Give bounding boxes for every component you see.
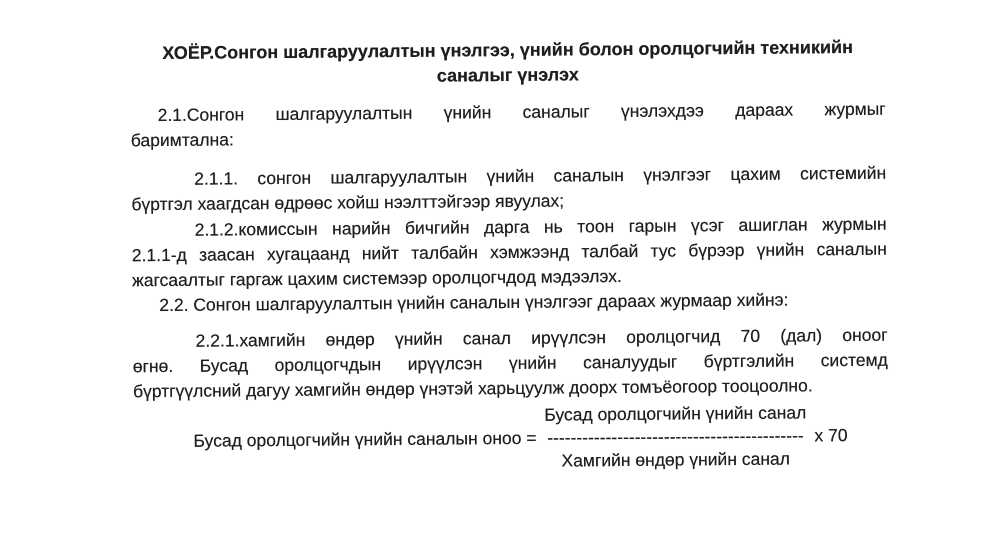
text-line: 2.1.1. сонгон шалгаруулалтын үнийн саналын үнэлгээг цахим системийн (194, 162, 887, 189)
paragraph-2-2-1 (133, 323, 889, 405)
document-content (130, 35, 889, 477)
paragraph-2-2 (132, 287, 887, 319)
text-line: 2.1.2.комиссын нарийн бичгийн дарга нь тоон гарын үсэг ашиглан журмын (194, 213, 887, 240)
text-line: 2.2. Сонгон шалгаруулалтын үнийн саналын үнэлгээг дараах журмаар хийнэ: (159, 289, 789, 316)
document-title-line-2: саналыг үнэлэх (436, 64, 579, 86)
formula-left-label: Бусад оролцогчийн үнийн саналын оноо = (193, 427, 537, 451)
formula-fraction-bar: -------------------------------------------- (547, 425, 804, 448)
paragraph-2-1-1 (131, 161, 886, 218)
score-formula (193, 401, 889, 476)
document-title-line-1: ХОЁР.Сонгон шалгаруулалтын үнэлгээ, үнийн болон оролцогчийн техникийн (162, 36, 854, 64)
formula-denominator: Хамгийн өндөр үнийн санал (561, 448, 790, 471)
text-line: жагсаалтыг гаргаж цахим системээр оролцогчдод мэдээлэх. (132, 266, 622, 291)
text-line: бүртгэл хаагдсан өдрөөс хойш нээлттэйгээр явуулах; (131, 190, 565, 215)
text-line: бүртгүүлсний дагуу хамгийн өндөр үнэтэй харьцуулж доорх томъёогоор тооцоолно. (132, 375, 813, 402)
formula-numerator: Бусад оролцогчийн үнийн санал (544, 402, 807, 425)
document-title (130, 35, 885, 92)
text-line: 2.2.1.хамгийн өндөр үнийн санал ирүүлсэн оролцогчид 70 (дал) оноог (195, 324, 888, 351)
text-line: баримтална: (130, 129, 234, 151)
formula-fraction (544, 401, 807, 472)
paragraph-2-1-2 (132, 212, 888, 294)
formula-multiplier: x 70 (814, 425, 848, 446)
text-line: өгнө. Бусад оролцогчдын ирүүлсэн үнийн саналуудыг бүртгэлийн системд (132, 349, 888, 377)
paragraph-2-1 (131, 97, 886, 154)
text-line: 2.1.Сонгон шалгаруулалтын үнийн саналыг үнэлэхдээ дараах журмыг (157, 98, 886, 126)
text-line: 2.1.1-д заасан хугацаанд нийт талбайн хэмжээнд талбай тус бүрээр үнийн саналын (131, 238, 887, 266)
